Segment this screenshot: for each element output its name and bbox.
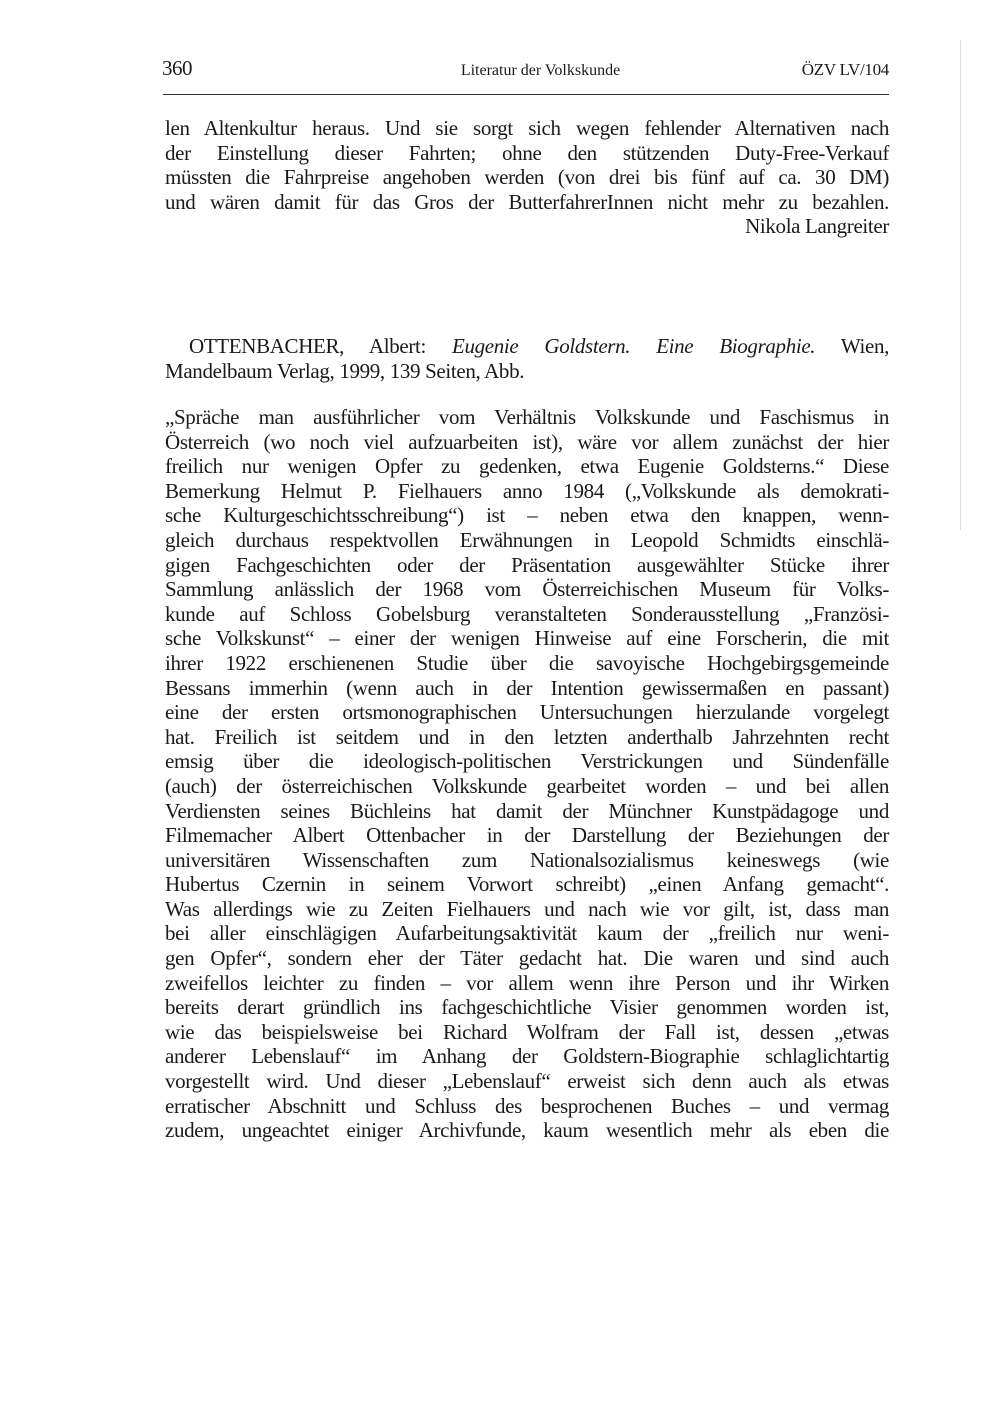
- text-line: und wären damit für das Gros der ButterfahrerInnen nicht mehr zu bezahlen.: [165, 189, 889, 214]
- review-author: Nikola Langreiter: [745, 214, 889, 239]
- text-line: zweifellos leichter zu finden – vor allem wenn ihre Person und ihr Wirken: [165, 970, 889, 995]
- text-line: sche Kulturgeschichtsschreibung“) ist – neben etwa den knappen, wenn-: [165, 503, 889, 528]
- text-line: Bessans immerhin (wenn auch in der Intention gewissermaßen en passant): [165, 675, 889, 700]
- text-line: erratischer Abschnitt und Schluss des besprochenen Buches – und vermag: [165, 1093, 889, 1118]
- entry-line-1: [165, 334, 889, 359]
- bibliographic-entry: [165, 334, 889, 383]
- text-line: gleich durchaus respektvollen Erwähnungen in Leopold Schmidts einschlä-: [165, 527, 889, 552]
- journal-reference: ÖZV LV/104: [801, 60, 889, 79]
- text-line: Hubertus Czernin in seinem Vorwort schreibt) „einen Anfang gemacht“.: [165, 872, 889, 897]
- text-line: gigen Fachgeschichten oder der Präsentation ausgewählter Stücke ihrer: [165, 552, 889, 577]
- review-body: [165, 405, 889, 1143]
- margin-mark: [960, 40, 961, 530]
- page-number: 360: [162, 56, 192, 80]
- author-surname: OTTENBACHER: [189, 334, 340, 358]
- author-first-name: , Albert:: [339, 334, 453, 358]
- text-line: Filmemacher Albert Ottenbacher in der Darstellung der Beziehungen der: [165, 823, 889, 848]
- text-line: Bemerkung Helmut P. Fielhauers anno 1984 („Volkskunde als demokrati-: [165, 478, 889, 503]
- text-line: eine der ersten ortsmonographischen Untersuchungen hierzulande vorgelegt: [165, 700, 889, 725]
- text-line: universitären Wissenschaften zum Nationalsozialismus keineswegs (wie: [165, 847, 889, 872]
- text-line: anderer Lebenslauf“ im Anhang der Goldstern-Biographie schlaglichtartig: [165, 1044, 889, 1069]
- text-line: zudem, ungeachtet einiger Archivfunde, kaum wesentlich mehr als eben die: [165, 1118, 889, 1143]
- text-line: Verdiensten seines Büchleins hat damit der Münchner Kunstpädagoge und: [165, 798, 889, 823]
- header-rule: [163, 94, 889, 95]
- text-line: hat. Freilich ist seitdem und in den letzten anderthalb Jahrzehnten recht: [165, 724, 889, 749]
- text-line: gen Opfer“, sondern eher der Täter gedacht hat. Die waren und sind auch: [165, 946, 889, 971]
- publication-details: Mandelbaum Verlag, 1999, 139 Seiten, Abb.: [165, 358, 525, 383]
- text-line: vorgestellt wird. Und dieser „Lebenslauf“ erweist sich denn auch als etwas: [165, 1069, 889, 1094]
- text-line: bei aller einschlägigen Aufarbeitungsaktivität kaum der „freilich nur weni-: [165, 921, 889, 946]
- publication-place: Wien,: [815, 334, 890, 358]
- continued-review: [165, 116, 889, 239]
- text-line: Sammlung anlässlich der 1968 vom Österreichischen Museum für Volks-: [165, 577, 889, 602]
- text-line: ihrer 1922 erschienenen Studie über die savoyische Hochgebirgsgemeinde: [165, 650, 889, 675]
- text-line: „Spräche man ausführlicher vom Verhältnis Volkskunde und Faschismus in: [165, 405, 889, 429]
- text-line: müssten die Fahrpreise angehoben werden (von drei bis fünf auf ca. 30 DM): [165, 165, 889, 190]
- book-title: Eugenie Goldstern. Eine Biographie.: [452, 334, 816, 358]
- running-title: Literatur der Volkskunde: [460, 62, 621, 79]
- text-line: bereits derart gründlich ins fachgeschichtliche Visier genommen worden ist,: [165, 995, 889, 1020]
- text-line: der Einstellung dieser Fahrten; ohne den stützenden Duty-Free-Verkauf: [165, 140, 889, 165]
- text-line: kunde auf Schloss Gobelsburg veranstalteten Sonderausstellung „Französi-: [165, 601, 889, 626]
- text-line: emsig über die ideologisch-politischen Verstrickungen und Sündenfälle: [165, 749, 889, 774]
- text-line: wie das beispielsweise bei Richard Wolfram der Fall ist, dessen „etwas: [165, 1019, 889, 1044]
- text-line: len Altenkultur heraus. Und sie sorgt sich wegen fehlender Alternativen nach: [165, 116, 889, 140]
- text-line: Was allerdings wie zu Zeiten Fielhauers und nach wie vor gilt, ist, dass man: [165, 896, 889, 921]
- text-line: (auch) der österreichischen Volkskunde gearbeitet worden – und bei allen: [165, 773, 889, 798]
- text-line: Österreich (wo noch viel aufzuarbeiten ist), wäre vor allem zunächst der hier: [165, 429, 889, 454]
- page-header: [162, 56, 889, 86]
- text-line: freilich nur wenigen Opfer zu gedenken, etwa Eugenie Goldsterns.“ Diese: [165, 454, 889, 479]
- text-line: sche Volkskunst“ – einer der wenigen Hinweise auf eine Forscherin, die mit: [165, 626, 889, 651]
